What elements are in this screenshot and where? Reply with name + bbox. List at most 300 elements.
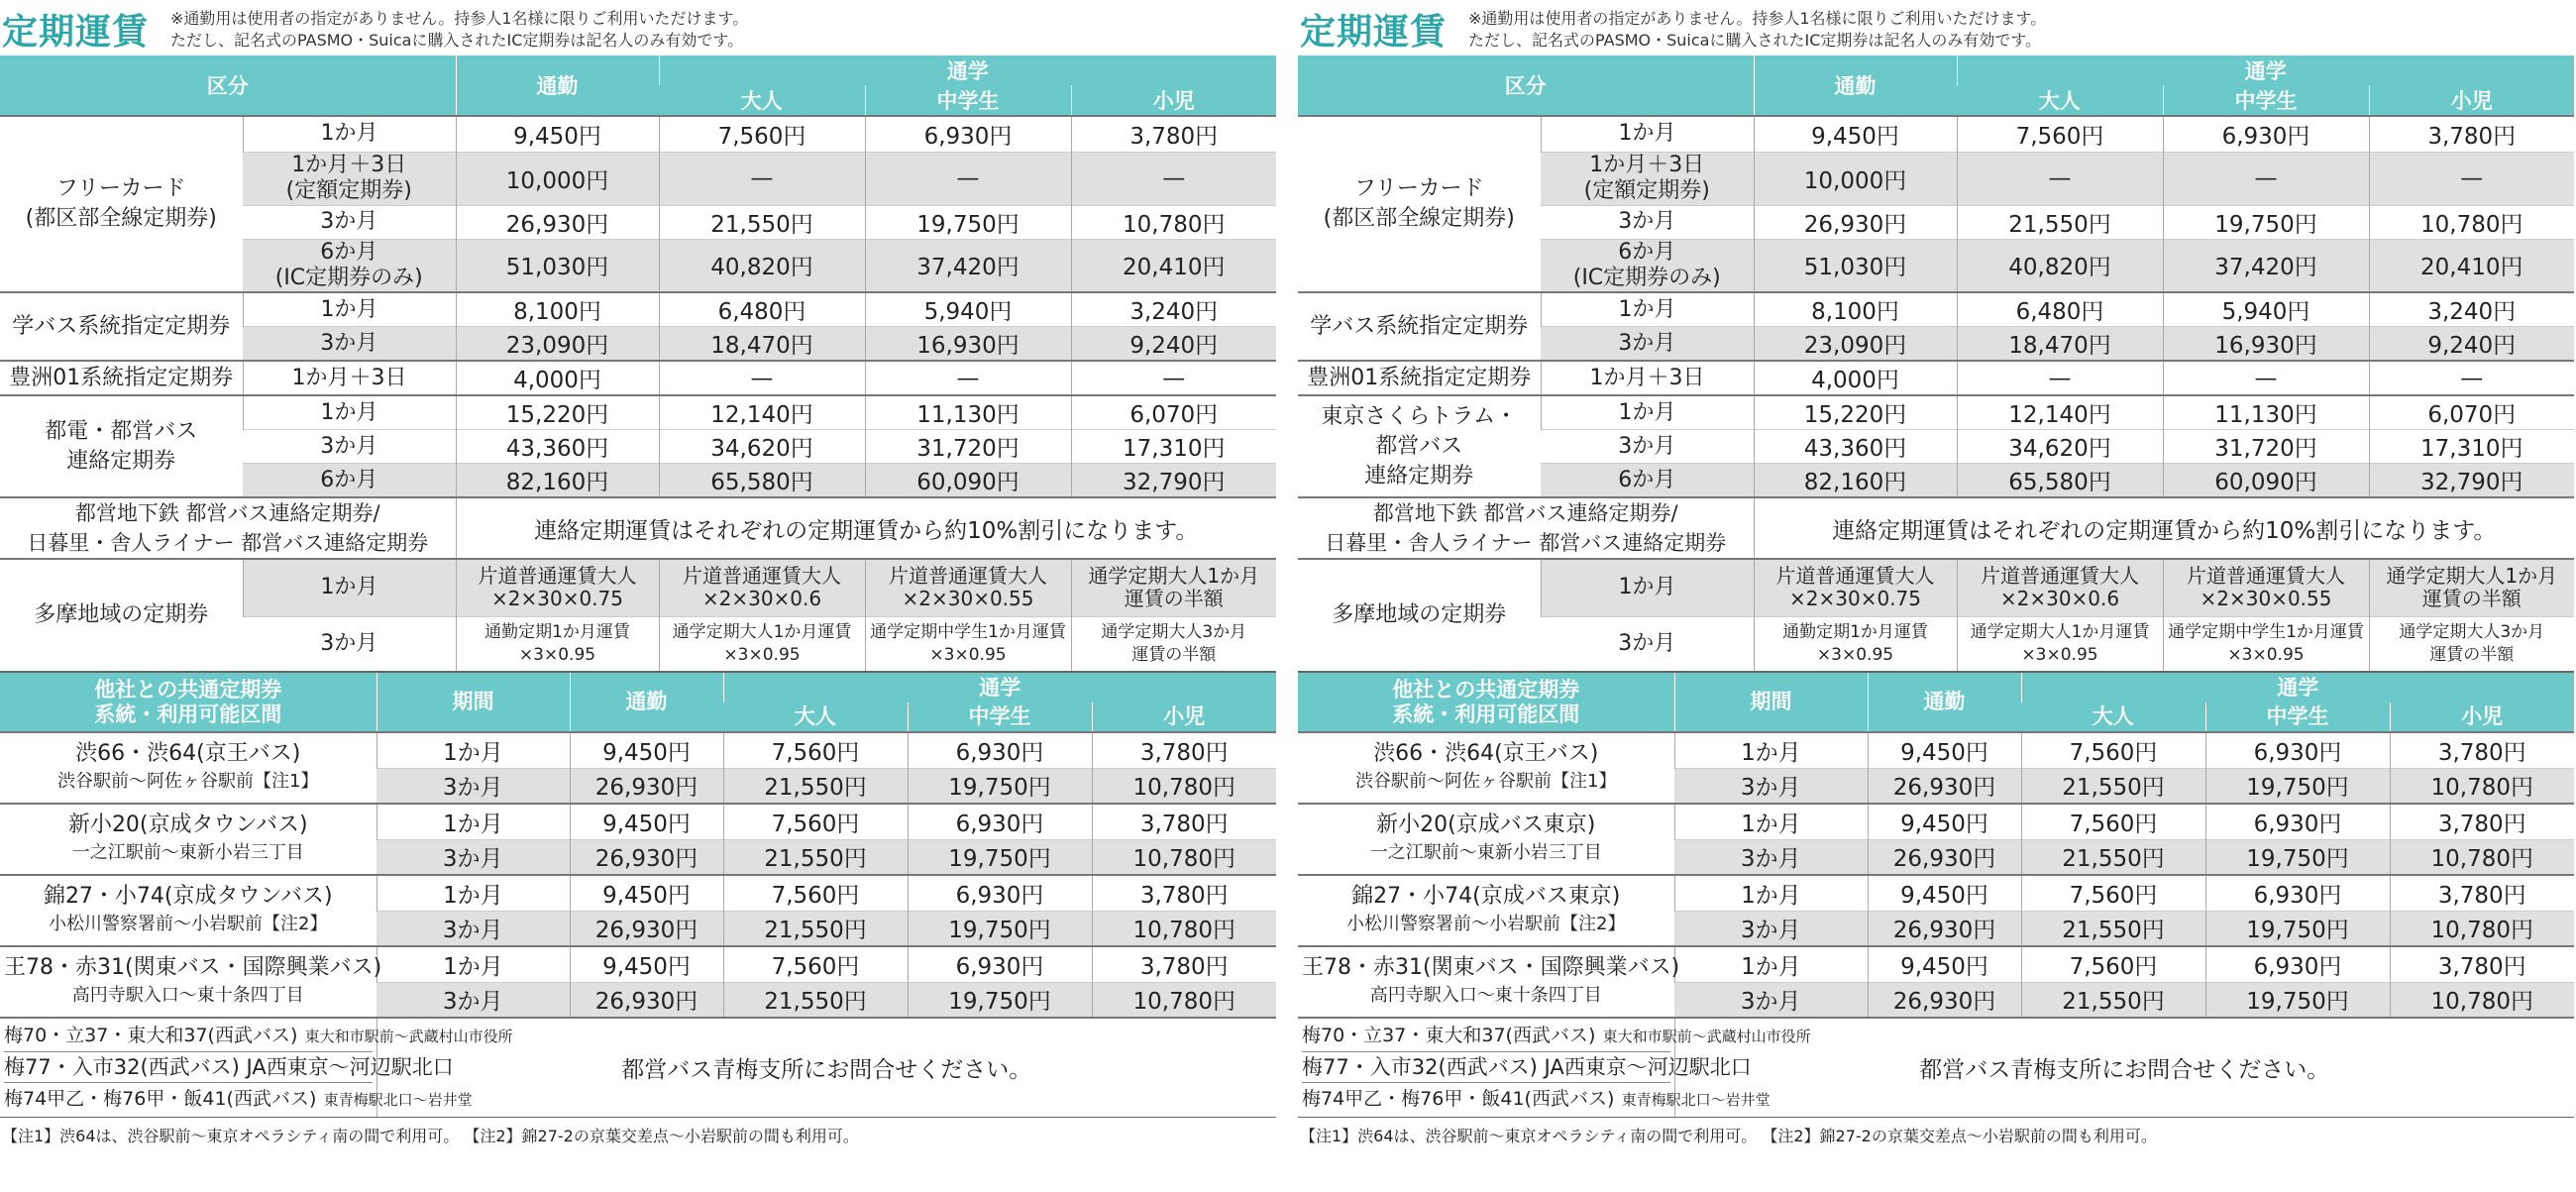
commute-fare: 26,930円	[570, 768, 723, 804]
period: 1か月	[376, 875, 570, 911]
adult-fare: 6,480円	[1957, 292, 2163, 327]
plan: 3か月	[243, 430, 456, 464]
adult-fare: 6,480円	[659, 292, 865, 327]
route-section: 一之江駅前〜東新小岩三丁目	[1369, 842, 1602, 863]
commute-fare: 26,930円	[1754, 205, 1957, 239]
child-formula: 通学定期大人3か月 運賃の半額	[1071, 616, 1276, 672]
route-name: 新小20(京成タウンバス)	[67, 813, 308, 837]
plan: 3か月	[1541, 430, 1754, 464]
adult-fare: 7,560円	[723, 875, 908, 911]
middle-fare: 60,090円	[865, 464, 1071, 498]
route-section: 一之江駅前〜東新小岩三丁目	[71, 842, 304, 863]
period: 3か月	[376, 768, 570, 804]
other-route-3: 梅74甲乙・梅76甲・飯41(西武バス) 東青梅駅北口〜岩井堂	[4, 1088, 473, 1111]
middle-fare: 6,930円	[2205, 946, 2390, 982]
child-fare: 10,780円	[1071, 205, 1276, 239]
child-fare: 3,780円	[1092, 946, 1276, 982]
middle-fare: 11,130円	[2163, 395, 2369, 430]
commute-fare: 51,030円	[456, 239, 659, 292]
table-row	[1298, 395, 2574, 430]
adult-fare: 34,620円	[1957, 430, 2163, 464]
commute-fare: 9,450円	[570, 946, 723, 982]
child-fare: 17,310円	[1071, 430, 1276, 464]
header-school: 通学	[659, 55, 1276, 85]
middle-fare: 31,720円	[865, 430, 1071, 464]
commute-fare: 43,360円	[456, 430, 659, 464]
plan: 1か月	[243, 292, 456, 327]
adult-fare: 7,560円	[2021, 732, 2205, 768]
child-fare: 10,780円	[2390, 911, 2574, 946]
child-fare: 3,240円	[2369, 292, 2574, 327]
commute-fare: 9,450円	[1868, 732, 2021, 768]
commute-fare: 10,000円	[456, 152, 659, 205]
child-fare: 3,240円	[1071, 292, 1276, 327]
adult-fare: 7,560円	[2021, 946, 2205, 982]
child-fare: 3,780円	[1071, 116, 1276, 152]
gakubus-label: 学バス系統指定定期券	[1298, 292, 1541, 361]
adult-fare: 21,550円	[723, 911, 908, 946]
adult-fare: —	[659, 152, 865, 205]
period: 1か月	[1674, 946, 1868, 982]
plan: 1か月＋3日	[243, 361, 456, 395]
commute-fare: 9,450円	[570, 804, 723, 839]
inquiry-note: 都営バス青梅支所にお問合せください。	[1674, 1018, 2574, 1117]
adult-formula: 片道普通運賃大人 ×2×30×0.6	[1957, 559, 2163, 616]
commute-fare: 82,160円	[456, 464, 659, 498]
route-cell	[0, 875, 376, 946]
plan: 1か月	[1541, 116, 1754, 152]
header-middle: 中学生	[908, 703, 1092, 732]
middle-fare: 16,930円	[2163, 327, 2369, 362]
shared-routes	[1298, 732, 2574, 1018]
adult-fare: 21,550円	[1957, 205, 2163, 239]
adult-fare: 7,560円	[2021, 875, 2205, 911]
child-fare: 32,790円	[1071, 464, 1276, 498]
header-adult: 大人	[1957, 85, 2163, 116]
plan: 6か月	[1541, 464, 1754, 498]
adult-fare: 21,550円	[2021, 911, 2205, 946]
adult-fare: 21,550円	[723, 768, 908, 804]
table-row	[1298, 875, 2574, 911]
table-row	[0, 559, 1276, 616]
middle-fare: 6,930円	[908, 804, 1092, 839]
footnotes: 【注1】渋64は、渋谷駅前〜東京オペラシティ南の間で利用可。 【注2】錦27-2の京葉交差点〜小岩駅前の間も利用可。	[2, 1126, 859, 1145]
adult-fare: 21,550円	[2021, 982, 2205, 1018]
shared-pass-table	[0, 673, 1276, 1118]
plan: 1か月	[243, 559, 456, 616]
commute-fare: 10,000円	[1754, 152, 1957, 205]
table-row	[0, 1018, 1276, 1117]
commute-fare: 26,930円	[570, 982, 723, 1018]
child-fare: 10,780円	[1092, 911, 1276, 946]
header-middle: 中学生	[2205, 703, 2390, 732]
middle-fare: —	[865, 152, 1071, 205]
header-school: 通学	[723, 673, 1276, 703]
table-row	[1298, 116, 2574, 152]
adult-fare: 65,580円	[659, 464, 865, 498]
header-route: 他社との共通定期券 系統・利用可能区間	[1298, 673, 1674, 732]
plan: 1か月	[1541, 292, 1754, 327]
route-cell	[1298, 875, 1674, 946]
commute-fare: 4,000円	[1754, 361, 1957, 395]
middle-formula: 通学定期中学生1か月運賃 ×3×0.95	[2163, 616, 2369, 672]
period: 1か月	[376, 946, 570, 982]
route-name: 錦27・小74(京成バス東京)	[1351, 884, 1621, 909]
other-route-2: 梅77・入市32(西武バス) JA西東京〜河辺駅北口	[4, 1052, 373, 1083]
child-fare: 32,790円	[2369, 464, 2574, 498]
route-cell	[1298, 946, 1680, 1018]
subway-label: 都営地下鉄 都営バス連絡定期券/ 日暮里・舎人ライナー 都営バス連絡定期券	[1298, 497, 1754, 559]
plan: 3か月	[1541, 327, 1754, 362]
ic-note: ただし、記名式のPASMO・Suicaに購入されたIC定期券は記名人のみ有効です。	[170, 31, 744, 50]
adult-fare: 18,470円	[659, 327, 865, 362]
commute-fare: 9,450円	[456, 116, 659, 152]
middle-fare: 19,750円	[908, 768, 1092, 804]
commute-fare: 9,450円	[570, 875, 723, 911]
child-fare: 3,780円	[2369, 116, 2574, 152]
usage-note: ※通勤用は使用者の指定がありません。持参人1名様に限りご利用いただけます。	[1468, 9, 2047, 28]
adult-fare: 34,620円	[659, 430, 865, 464]
table-row	[1298, 732, 2574, 768]
adult-fare: 7,560円	[723, 732, 908, 768]
table-row	[0, 116, 1276, 152]
adult-fare: 21,550円	[723, 839, 908, 875]
commute-fare: 9,450円	[1754, 116, 1957, 152]
fare-panel-right	[1298, 0, 2574, 1192]
route-cell	[1298, 804, 1674, 875]
middle-fare: 19,750円	[908, 839, 1092, 875]
child-fare: 9,240円	[2369, 327, 2574, 362]
plan: 1か月	[243, 116, 456, 152]
ic-note: ただし、記名式のPASMO・Suicaに購入されたIC定期券は記名人のみ有効です。	[1468, 31, 2042, 50]
table-row	[0, 361, 1276, 395]
middle-fare: 19,750円	[908, 911, 1092, 946]
route-section: 高円寺駅入口〜東十条四丁目	[71, 985, 304, 1006]
table-row	[1298, 559, 2574, 616]
header-commute: 通勤	[570, 673, 723, 732]
period: 3か月	[1674, 911, 1868, 946]
child-fare: 6,070円	[1071, 395, 1276, 430]
header-category: 区分	[0, 55, 456, 116]
fare-panel-left	[0, 0, 1276, 1192]
inquiry-note: 都営バス青梅支所にお問合せください。	[376, 1018, 1276, 1117]
middle-fare: 6,930円	[2205, 875, 2390, 911]
plan: 1か月	[1541, 559, 1754, 616]
child-fare: 9,240円	[1071, 327, 1276, 362]
child-fare: 3,780円	[2390, 804, 2574, 839]
header-child: 小児	[1092, 703, 1276, 732]
middle-fare: 6,930円	[908, 732, 1092, 768]
middle-fare: 19,750円	[2163, 205, 2369, 239]
plan: 1か月＋3日 (定額定期券)	[243, 152, 456, 205]
header-route: 他社との共通定期券 系統・利用可能区間	[0, 673, 376, 732]
table-row	[1298, 361, 2574, 395]
shared-routes	[0, 732, 1276, 1018]
child-fare: 10,780円	[2369, 205, 2574, 239]
plan: 3か月	[243, 205, 456, 239]
adult-formula: 片道普通運賃大人 ×2×30×0.6	[659, 559, 865, 616]
toyosu-label: 豊洲01系統指定定期券	[0, 361, 243, 395]
commute-fare: 26,930円	[570, 839, 723, 875]
middle-fare: 37,420円	[865, 239, 1071, 292]
header-middle: 中学生	[865, 85, 1071, 116]
adult-fare: 12,140円	[1957, 395, 2163, 430]
adult-fare: 21,550円	[2021, 768, 2205, 804]
middle-fare: 6,930円	[908, 875, 1092, 911]
panel-header	[0, 0, 1276, 55]
route-name: 錦27・小74(京成タウンバス)	[43, 884, 333, 909]
adult-fare: 40,820円	[659, 239, 865, 292]
middle-formula: 片道普通運賃大人 ×2×30×0.55	[2163, 559, 2369, 616]
adult-formula: 通学定期大人1か月運賃 ×3×0.95	[659, 616, 865, 672]
child-fare: 10,780円	[2390, 982, 2574, 1018]
adult-fare: 7,560円	[659, 116, 865, 152]
commute-formula: 片道普通運賃大人 ×2×30×0.75	[456, 559, 659, 616]
adult-fare: 18,470円	[1957, 327, 2163, 362]
header-period: 期間	[376, 673, 570, 732]
plan: 6か月 (IC定期券のみ)	[243, 239, 456, 292]
other-route-2: 梅77・入市32(西武バス) JA西東京〜河辺駅北口	[1302, 1052, 1670, 1083]
commute-fare: 82,160円	[1754, 464, 1957, 498]
route-section: 渋谷駅前〜阿佐ヶ谷駅前【注1】	[57, 771, 319, 792]
commute-fare: 9,450円	[1868, 804, 2021, 839]
child-fare: 3,780円	[2390, 732, 2574, 768]
table-row	[1298, 497, 2574, 559]
child-formula: 通学定期大人3か月 運賃の半額	[2369, 616, 2574, 672]
middle-fare: —	[2163, 152, 2369, 205]
middle-fare: 6,930円	[2163, 116, 2369, 152]
middle-fare: —	[865, 361, 1071, 395]
panel-header	[1298, 0, 2574, 55]
commute-fare: 23,090円	[456, 327, 659, 362]
child-fare: 20,410円	[1071, 239, 1276, 292]
child-fare: 10,780円	[1092, 768, 1276, 804]
period: 3か月	[1674, 839, 1868, 875]
commute-formula: 通勤定期1か月運賃 ×3×0.95	[1754, 616, 1957, 672]
child-fare: —	[1071, 361, 1276, 395]
plan: 6か月 (IC定期券のみ)	[1541, 239, 1754, 292]
commute-fare: 51,030円	[1754, 239, 1957, 292]
middle-formula: 通学定期中学生1か月運賃 ×3×0.95	[865, 616, 1071, 672]
middle-fare: 37,420円	[2163, 239, 2369, 292]
route-section: 小松川警察署前〜小岩駅前【注2】	[49, 914, 328, 934]
adult-fare: 40,820円	[1957, 239, 2163, 292]
middle-fare: 31,720円	[2163, 430, 2369, 464]
shared-pass-table	[1298, 673, 2574, 1118]
commute-fare: 9,450円	[1868, 946, 2021, 982]
header-school: 通学	[1957, 55, 2574, 85]
child-formula: 通学定期大人1か月 運賃の半額	[2369, 559, 2574, 616]
period: 3か月	[376, 839, 570, 875]
table-header-row	[1298, 673, 2574, 703]
table-row	[0, 732, 1276, 768]
header-period: 期間	[1674, 673, 1868, 732]
toyosu-label: 豊洲01系統指定定期券	[1298, 361, 1541, 395]
adult-formula: 通学定期大人1か月運賃 ×3×0.95	[1957, 616, 2163, 672]
fare-table	[0, 55, 1276, 673]
adult-fare: 65,580円	[1957, 464, 2163, 498]
child-fare: 3,780円	[1092, 804, 1276, 839]
commute-fare: 26,930円	[456, 205, 659, 239]
commute-fare: 26,930円	[1868, 839, 2021, 875]
middle-fare: 19,750円	[2205, 911, 2390, 946]
route-name: 新小20(京成バス東京)	[1376, 813, 1596, 837]
period: 1か月	[376, 732, 570, 768]
commute-fare: 26,930円	[1868, 982, 2021, 1018]
middle-fare: 6,930円	[2205, 732, 2390, 768]
section-title: 定期運賃	[1300, 12, 1448, 53]
adult-fare: —	[659, 361, 865, 395]
other-route-1: 梅70・立37・東大和37(西武バス) 東大和市駅前〜武蔵村山市役所	[1302, 1020, 1670, 1052]
table-header-row	[0, 673, 1276, 703]
header-adult: 大人	[723, 703, 908, 732]
plan: 1か月	[243, 395, 456, 430]
header-school: 通学	[2021, 673, 2574, 703]
plan: 6か月	[243, 464, 456, 498]
fare-table	[1298, 55, 2574, 673]
commute-fare: 26,930円	[1868, 911, 2021, 946]
table-row	[1298, 1018, 2574, 1117]
child-fare: 10,780円	[1092, 839, 1276, 875]
period: 3か月	[376, 982, 570, 1018]
gakubus-label: 学バス系統指定定期券	[0, 292, 243, 361]
footnotes: 【注1】渋64は、渋谷駅前〜東京オペラシティ南の間で利用可。 【注2】錦27-2の京葉交差点〜小岩駅前の間も利用可。	[1300, 1126, 2157, 1145]
other-route-1: 梅70・立37・東大和37(西武バス) 東大和市駅前〜武蔵村山市役所	[4, 1020, 373, 1052]
adult-fare: 7,560円	[723, 946, 908, 982]
child-fare: 3,780円	[2390, 946, 2574, 982]
tama-label: 多摩地域の定期券	[1298, 559, 1541, 672]
child-fare: 3,780円	[1092, 875, 1276, 911]
commute-fare: 26,930円	[570, 911, 723, 946]
period: 1か月	[1674, 804, 1868, 839]
period: 1か月	[1674, 732, 1868, 768]
route-name: 王78・赤31(関東バス・国際興業バス)	[4, 955, 382, 980]
commute-formula: 片道普通運賃大人 ×2×30×0.75	[1754, 559, 1957, 616]
adult-fare: 21,550円	[2021, 839, 2205, 875]
commute-fare: 23,090円	[1754, 327, 1957, 362]
adult-fare: 7,560円	[2021, 804, 2205, 839]
route-name: 王78・赤31(関東バス・国際興業バス)	[1302, 955, 1680, 980]
header-child: 小児	[2369, 85, 2574, 116]
commute-fare: 9,450円	[570, 732, 723, 768]
middle-fare: 6,930円	[908, 946, 1092, 982]
adult-fare: 7,560円	[1957, 116, 2163, 152]
header-commute: 通勤	[456, 55, 659, 116]
other-routes-list	[0, 1018, 513, 1117]
plan: 3か月	[243, 616, 456, 672]
header-middle: 中学生	[2163, 85, 2369, 116]
plan: 3か月	[1541, 616, 1754, 672]
header-commute: 通勤	[1754, 55, 1957, 116]
route-cell	[0, 804, 376, 875]
middle-fare: 6,930円	[2205, 804, 2390, 839]
tram-label: 都電・都営バス 連絡定期券	[0, 395, 243, 497]
section-title: 定期運賃	[2, 12, 150, 53]
middle-fare: 19,750円	[865, 205, 1071, 239]
header-adult: 大人	[659, 85, 865, 116]
table-row	[1298, 804, 2574, 839]
middle-fare: 60,090円	[2163, 464, 2369, 498]
middle-fare: 5,940円	[865, 292, 1071, 327]
commute-fare: 15,220円	[1754, 395, 1957, 430]
free-card-label: フリーカード (都区部全線定期券)	[1298, 116, 1541, 292]
commute-fare: 9,450円	[1868, 875, 2021, 911]
middle-fare: 19,750円	[2205, 768, 2390, 804]
table-row	[0, 395, 1276, 430]
other-route-3: 梅74甲乙・梅76甲・飯41(西武バス) 東青梅駅北口〜岩井堂	[1302, 1088, 1771, 1111]
middle-fare: 5,940円	[2163, 292, 2369, 327]
route-cell	[0, 732, 376, 804]
commute-formula: 通勤定期1か月運賃 ×3×0.95	[456, 616, 659, 672]
commute-fare: 4,000円	[456, 361, 659, 395]
table-row	[0, 497, 1276, 559]
table-row	[1298, 292, 2574, 327]
other-routes-list	[1298, 1018, 1811, 1117]
commute-fare: 8,100円	[456, 292, 659, 327]
child-fare: 10,780円	[2390, 768, 2574, 804]
middle-fare: 19,750円	[2205, 982, 2390, 1018]
plan: 3か月	[243, 327, 456, 362]
period: 3か月	[1674, 768, 1868, 804]
child-fare: 3,780円	[1092, 732, 1276, 768]
middle-formula: 片道普通運賃大人 ×2×30×0.55	[865, 559, 1071, 616]
route-cell	[0, 946, 382, 1018]
route-section: 渋谷駅前〜阿佐ヶ谷駅前【注1】	[1355, 771, 1617, 792]
subway-label: 都営地下鉄 都営バス連絡定期券/ 日暮里・舎人ライナー 都営バス連絡定期券	[0, 497, 456, 559]
child-fare: 6,070円	[2369, 395, 2574, 430]
route-name: 渋66・渋64(京王バス)	[75, 741, 301, 766]
subway-discount-note: 連絡定期運賃はそれぞれの定期運賃から約10%割引になります。	[1754, 497, 2574, 559]
header-commute: 通勤	[1868, 673, 2021, 732]
middle-fare: 16,930円	[865, 327, 1071, 362]
tama-label: 多摩地域の定期券	[0, 559, 243, 672]
middle-fare: 11,130円	[865, 395, 1071, 430]
adult-fare: 21,550円	[723, 982, 908, 1018]
child-formula: 通学定期大人1か月 運賃の半額	[1071, 559, 1276, 616]
child-fare: 20,410円	[2369, 239, 2574, 292]
tram-label: 東京さくらトラム・ 都営バス 連絡定期券	[1298, 395, 1541, 497]
plan: 1か月＋3日	[1541, 361, 1754, 395]
header-child: 小児	[1071, 85, 1276, 116]
middle-fare: 19,750円	[908, 982, 1092, 1018]
route-name: 渋66・渋64(京王バス)	[1373, 741, 1599, 766]
header-category: 区分	[1298, 55, 1754, 116]
route-section: 高円寺駅入口〜東十条四丁目	[1369, 985, 1602, 1006]
plan: 1か月＋3日 (定額定期券)	[1541, 152, 1754, 205]
plan: 1か月	[1541, 395, 1754, 430]
child-fare: 3,780円	[2390, 875, 2574, 911]
usage-note: ※通勤用は使用者の指定がありません。持参人1名様に限りご利用いただけます。	[170, 9, 749, 28]
child-fare: 10,780円	[1092, 982, 1276, 1018]
adult-fare: —	[1957, 361, 2163, 395]
commute-fare: 8,100円	[1754, 292, 1957, 327]
child-fare: —	[1071, 152, 1276, 205]
period: 1か月	[376, 804, 570, 839]
adult-fare: 7,560円	[723, 804, 908, 839]
header-adult: 大人	[2021, 703, 2205, 732]
table-row	[0, 292, 1276, 327]
free-card-label: フリーカード (都区部全線定期券)	[0, 116, 243, 292]
adult-fare: —	[1957, 152, 2163, 205]
table-row	[0, 875, 1276, 911]
adult-fare: 21,550円	[659, 205, 865, 239]
adult-fare: 12,140円	[659, 395, 865, 430]
table-header-row	[0, 55, 1276, 85]
commute-fare: 15,220円	[456, 395, 659, 430]
child-fare: 10,780円	[2390, 839, 2574, 875]
child-fare: —	[2369, 152, 2574, 205]
period: 3か月	[1674, 982, 1868, 1018]
